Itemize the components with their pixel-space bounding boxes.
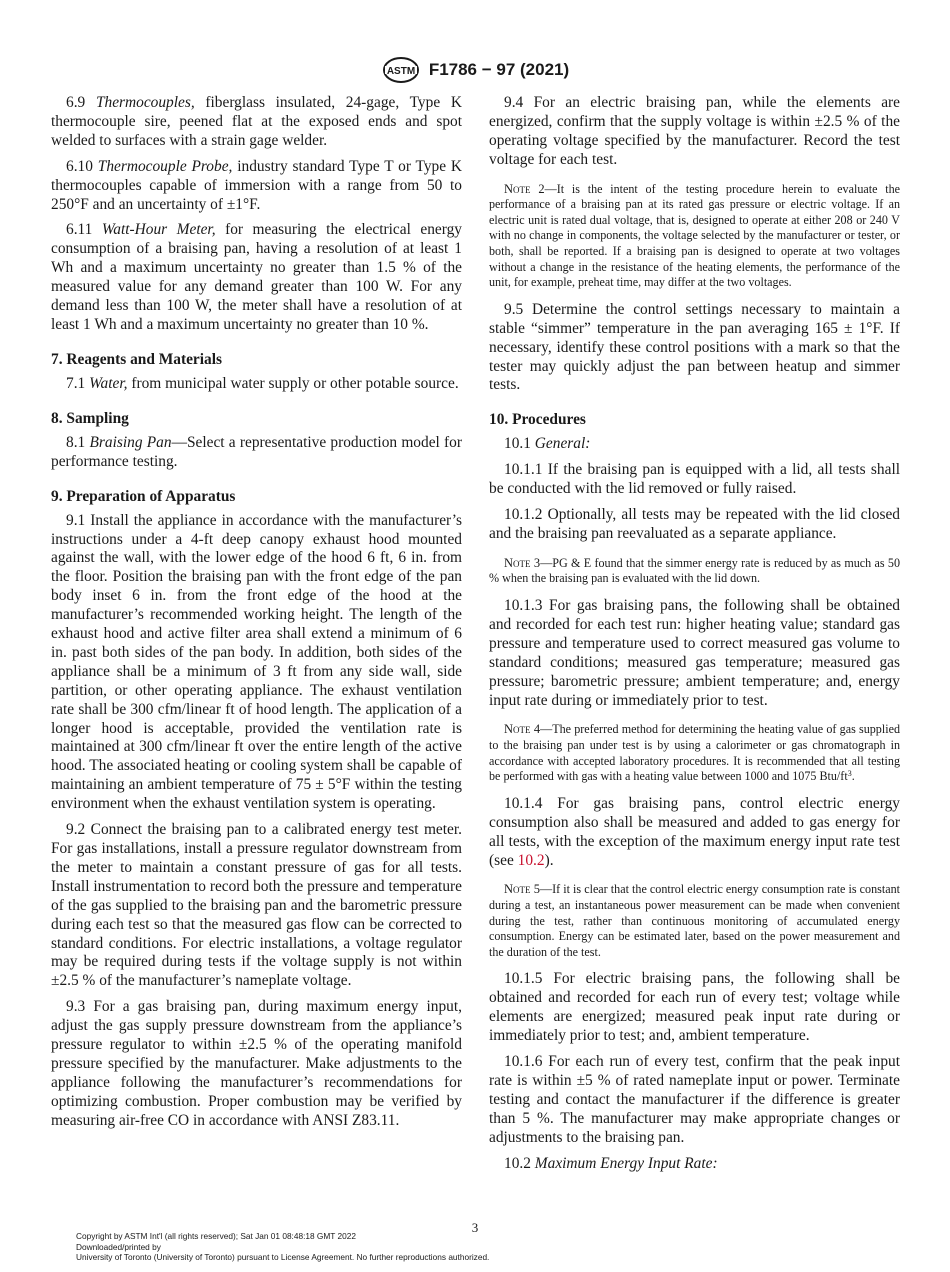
clause-10-1-1: 10.1.1 If the braising pan is equipped with a lid, all tests shall be conducted with the lid removed or fully raised. [489, 461, 900, 498]
footer-license-line: University of Toronto (University of Toronto) pursuant to License Agreement. No further reproductions authorized. [76, 1252, 490, 1263]
clause-9-3: 9.3 For a gas braising pan, during maximum energy input, adjust the gas supply pressure downstream from the appliance’s pressure regulator to within ±2.5 % of the operating manifold pressure specified by the manufacturer. Make adjustments to the appliance following the manufacturer’s recommendations for optimizing combustion. Proper combustion may be verified by measuring air-free CO in accordance with ANSI Z83.11. [51, 998, 462, 1129]
clause-7-1: 7.1 Water, from municipal water supply or other potable source. [66, 374, 459, 392]
clause-8-1: 8.1 Braising Pan—Select a representative production model for performance testing. [51, 433, 462, 470]
note-2: Note 2—It is the intent of the testing procedure herein to evaluate the performance of a braising pan at its rated gas pressure or electric voltage. If an electric unit is rated dual voltage, that is, designed to operate at either 208 or 240 V with no change in components, the voltage selected by the manufacturer or tester, or both, shall be reported. If a braising pan is designed to operate at two voltages without a change in the resistance of the heating elements, the performance of the unit, for example, preheat time, may differ at the two voltages. [489, 181, 900, 290]
section-9-heading: 9. Preparation of Apparatus [51, 487, 236, 505]
footer-copyright-line: Copyright by ASTM Int'l (all rights reserved); Sat Jan 01 08:48:18 GMT 2022 [76, 1231, 356, 1241]
note-4: Note 4—The preferred method for determining the heating value of gas supplied to the braising pan under test is by using a calorimeter or gas chromatograph in accordance with accepted laboratory procedures. It is recommended that all testing be performed with gas with a heating value between 1000 and 1075 Btu/$ft^3$. [489, 722, 900, 784]
clause-10-1: 10.1 General: [504, 435, 591, 453]
clause-10-1-3: 10.1.3 For gas braising pans, the following shall be obtained and recorded for each test run: higher heating value; standard gas pressure and temperature used to correct measured gas volume to standard conditions; measured gas temperature; measured gas pressure; barometric pressure; ambient temperature; and, energy input rate during or immediately prior to test. [489, 597, 900, 709]
section-10-heading: 10. Procedures [489, 411, 586, 429]
section-8-heading: 8. Sampling [51, 409, 129, 427]
clause-10-1-6: 10.1.6 For each run of every test, confirm that the peak input rate is within ±5 % of rated nameplate input or power. Terminate testing and contact the manufacturer if the difference is greater than 5 %. The manufacturer may make appropriate changes or adjustments to the braising pan. [489, 1053, 900, 1146]
document-id: F1786 − 97 (2021) [428, 60, 570, 79]
astm-logo-icon [381, 56, 421, 84]
clause-10-1-4: 10.1.4 For gas braising pans, control electric energy consumption also shall be measured and added to gas energy for all tests, with the exception of the maximum energy input rate test (see 10.2). [489, 794, 900, 869]
clause-6-9: 6.9 Thermocouples, fiberglass insulated, 24-gage, Type K thermocouple sire, peened flat at the exposed ends and spot welded to surfaces with a strain gage welder. [51, 94, 462, 149]
right-column [489, 94, 900, 1181]
clause-10-1-5: 10.1.5 For electric braising pans, the following shall be obtained and recorded for each run of every test; voltage while elements are energized; measured peak input rate during or immediately prior to test; and, ambient temperature. [489, 970, 900, 1045]
clause-10-1-2: 10.1.2 Optionally, all tests may be repeated with the lid closed and the braising pan reevaluated as a separate appliance. [489, 506, 900, 542]
section-10-2-link[interactable]: 10.2 [517, 851, 545, 869]
left-column [51, 94, 462, 1138]
clause-6-11: 6.11 Watt-Hour Meter, for measuring the electrical energy consumption of a braising pan, having a resolution of at least 1 Wh and a maximum uncertainty no greater than 1.5 % of the measured value for any demand greater than 100 W. For any demand less than 100 W, the meter shall have a resolution of at least 1 Wh and a maximum uncertainty no greater than 10 %. [51, 221, 462, 333]
clause-9-4: 9.4 For an electric braising pan, while the elements are energized, confirm that the supply voltage is within ±2.5 % of the operating voltage specified by the manufacturer. Record the test voltage for each test. [489, 94, 900, 168]
clause-9-2: 9.2 Connect the braising pan to a calibrated energy test meter. For gas installations, install a pressure regulator downstream from the meter to maintain a constant pressure of gas for all tests. Install instrumentation to record both the pressure and temperature of the gas supplied to the braising pan and the barometric pressure during each test so that the measured gas flow can be corrected to standard conditions. For electric installations, a voltage regulator may be required during tests if the voltage supply is not within ±2.5 % of the manufacturer’s nameplate voltage. [51, 821, 462, 990]
section-7-heading: 7. Reagents and Materials [51, 350, 222, 368]
clause-10-2: 10.2 Maximum Energy Input Rate: [504, 1154, 718, 1172]
note-3: Note 3—PG & E found that the simmer energy rate is reduced by as much as 50 % when the braising pan is evaluated with the lid down. [489, 555, 900, 586]
clause-9-1: 9.1 Install the appliance in accordance with the manufacturer’s instructions under a 4-ft deep canopy exhaust hood mounted against the wall, with the lower edge of the hood 6 ft, 6 in. from the floor. Position the braising pan with the front edge of the pan body inset 6 in. from the front edge of the hood at the manufacturer’s recommended working height. The length of the exhaust hood and active filter area shall extend a minimum of 6 in. past both sides of the pan body. In addition, both sides of the appliance shall be a minimum of 3 ft from any side wall, side partition, or other operating appliance. The exhaust ventilation rate shall be 300 cfm/linear ft of hood length. The application of a longer hood is acceptable, provided the ventilation rate is maintained at 300 cfm/linear ft over the entire length of the active hood. The associated heating or cooling system shall be capable of maintaining an ambient temperature of 75 ± 5°F within the testing environment when the exhaust ventilation system is operating. [51, 511, 462, 813]
clause-9-5: 9.5 Determine the control settings necessary to maintain a stable “simmer” temperature in the pan averaging 165 ± 1°F. If necessary, identify these control positions with a mark so that the tester may quickly adjust the pan between heatup and simmer tests. [489, 300, 900, 394]
page-number: 3 [471, 1220, 479, 1235]
copyright-footer [76, 1231, 489, 1263]
footer-downloaded-line: Downloaded/printed by [76, 1241, 161, 1252]
page-header [0, 56, 950, 84]
note-5: Note 5—If it is clear that the control electric energy consumption rate is constant during a test, an instantaneous power measurement can be made when convenient during the test, rather than continuous monitoring of accumulated energy consumption. Energy can be estimated later, based on the power measurement and the duration of the test. [489, 882, 900, 959]
clause-6-10: 6.10 Thermocouple Probe, industry standard Type T or Type K thermocouples capable of immersion with a range from 50 to 250°F and an uncertainty of ±1°F. [51, 157, 463, 213]
astm-logo-text: ASTM [386, 66, 415, 77]
